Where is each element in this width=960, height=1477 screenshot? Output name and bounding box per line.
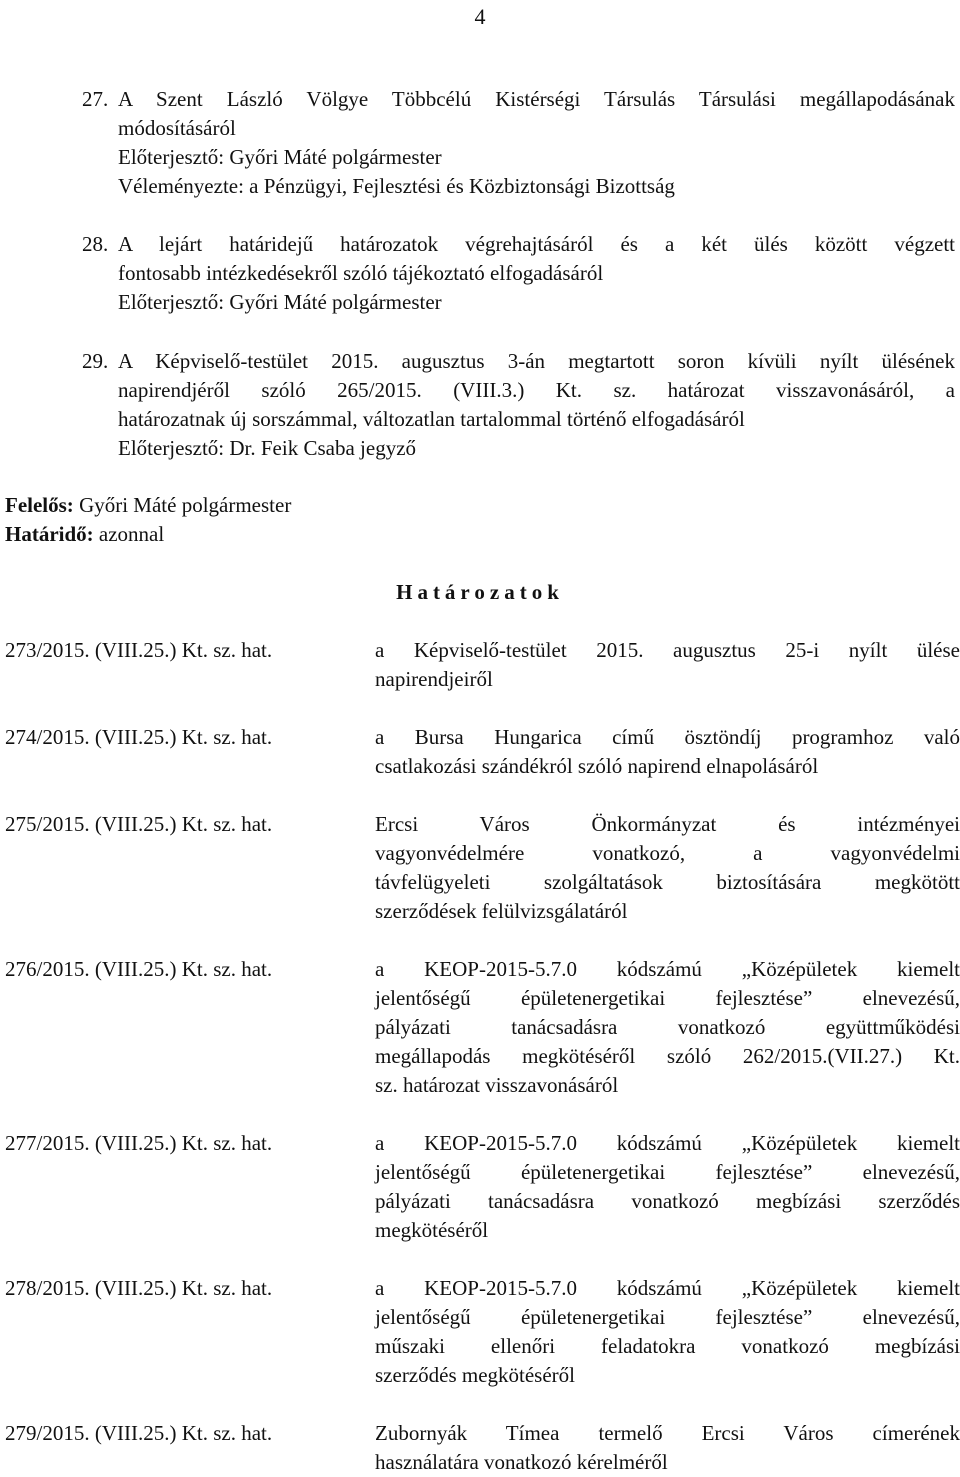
resolution-line: pályázati tanácsadásra vonatkozó megbízási szerződés — [375, 1189, 960, 1213]
resolution-line: szerződések felülvizsgálatáról — [375, 899, 628, 923]
agenda-number: 27. — [82, 87, 109, 111]
agenda-line: Előterjesztő: Győri Máté polgármester — [118, 290, 442, 314]
resolution-line: a Bursa Hungarica című ösztöndíj programhoz való — [375, 725, 960, 749]
agenda-line: A Szent László Völgye Többcélú Kistérségi Társulás Társulási megállapodásának — [118, 87, 955, 111]
resolution-line: sz. határozat visszavonásáról — [375, 1073, 619, 1097]
agenda-item-29 — [82, 347, 955, 463]
responsibility-block — [5, 491, 291, 549]
agenda-line: Előterjesztő: Győri Máté polgármester — [118, 145, 442, 169]
resolution-line: a KEOP-2015-5.7.0 kódszámú „Középületek kiemelt — [375, 1276, 960, 1300]
deadline-label: Határidő: — [5, 522, 94, 546]
resolution-line: jelentőségű épületenergetikai fejlesztése” elnevezésű, — [375, 1305, 960, 1329]
resolution-line: megállapodás megkötéséről szóló 262/2015.(VII.27.) Kt. — [375, 1044, 960, 1068]
resolution-number: 274/2015. (VIII.25.) Kt. sz. hat. — [5, 725, 273, 749]
resolution-line: napirendjeiről — [375, 667, 493, 691]
responsible-value: Győri Máté polgármester — [73, 493, 292, 517]
resolution-line: Zubornyák Tímea termelő Ercsi Város címerének — [375, 1421, 960, 1445]
deadline-value: azonnal — [93, 522, 165, 546]
resolution-line: műszaki ellenőri feladatokra vonatkozó megbízási — [375, 1334, 960, 1358]
responsible-label: Felelős: — [5, 493, 74, 517]
resolution-line: a KEOP-2015-5.7.0 kódszámú „Középületek kiemelt — [375, 1131, 960, 1155]
responsible-row — [5, 491, 291, 520]
page-number: 4 — [474, 4, 486, 29]
agenda-line: A Képviselő-testület 2015. augusztus 3-án megtartott soron kívüli nyílt ülésének — [118, 349, 955, 373]
resolution-line: távfelügyeleti szolgáltatások biztosítására megkötött — [375, 870, 960, 894]
agenda-item-27 — [82, 85, 955, 201]
agenda-line: napirendjéről szóló 265/2015. (VIII.3.) Kt. sz. határozat visszavonásáról, a — [118, 378, 955, 402]
agenda-line: fontosabb intézkedésekről szóló tájékoztató elfogadásáról — [118, 261, 604, 285]
resolution-line: vagyonvédelmére vonatkozó, a vagyonvédelmi — [375, 841, 960, 865]
deadline-row — [5, 520, 291, 549]
resolutions-heading: Határozatok — [396, 580, 564, 604]
resolution-line: jelentőségű épületenergetikai fejlesztése” elnevezésű, — [375, 986, 960, 1010]
resolution-line: használatára vonatkozó kérelméről — [375, 1450, 668, 1474]
agenda-line: Véleményezte: a Pénzügyi, Fejlesztési és Közbiztonsági Bizottság — [118, 174, 675, 198]
resolution-line: a KEOP-2015-5.7.0 kódszámú „Középületek kiemelt — [375, 957, 960, 981]
agenda-line: A lejárt határidejű határozatok végrehajtásáról és a két ülés között végzett — [118, 232, 955, 256]
resolution-line: a Képviselő-testület 2015. augusztus 25-i nyílt ülése — [375, 638, 960, 662]
agenda-number: 29. — [82, 349, 109, 373]
resolution-line: szerződés megkötéséről — [375, 1363, 576, 1387]
resolution-line: jelentőségű épületenergetikai fejlesztése” elnevezésű, — [375, 1160, 960, 1184]
agenda-line: Előterjesztő: Dr. Feik Csaba jegyző — [118, 436, 417, 460]
agenda-line: határozatnak új sorszámmal, változatlan tartalommal történő elfogadásáról — [118, 407, 745, 431]
resolution-number: 279/2015. (VIII.25.) Kt. sz. hat. — [5, 1421, 273, 1445]
agenda-item-28 — [82, 230, 955, 317]
resolution-number: 277/2015. (VIII.25.) Kt. sz. hat. — [5, 1131, 273, 1155]
agenda-line: módosításáról — [118, 116, 236, 140]
resolution-line: Ercsi Város Önkormányzat és intézményei — [375, 812, 960, 836]
resolution-number: 273/2015. (VIII.25.) Kt. sz. hat. — [5, 638, 273, 662]
resolution-line: csatlakozási szándékról szóló napirend elnapolásáról — [375, 754, 819, 778]
resolution-line: megkötéséről — [375, 1218, 489, 1242]
resolution-number: 276/2015. (VIII.25.) Kt. sz. hat. — [5, 957, 273, 981]
resolution-number: 278/2015. (VIII.25.) Kt. sz. hat. — [5, 1276, 273, 1300]
resolution-line: pályázati tanácsadásra vonatkozó együttműködési — [375, 1015, 960, 1039]
agenda-number: 28. — [82, 232, 109, 256]
resolution-number: 275/2015. (VIII.25.) Kt. sz. hat. — [5, 812, 273, 836]
